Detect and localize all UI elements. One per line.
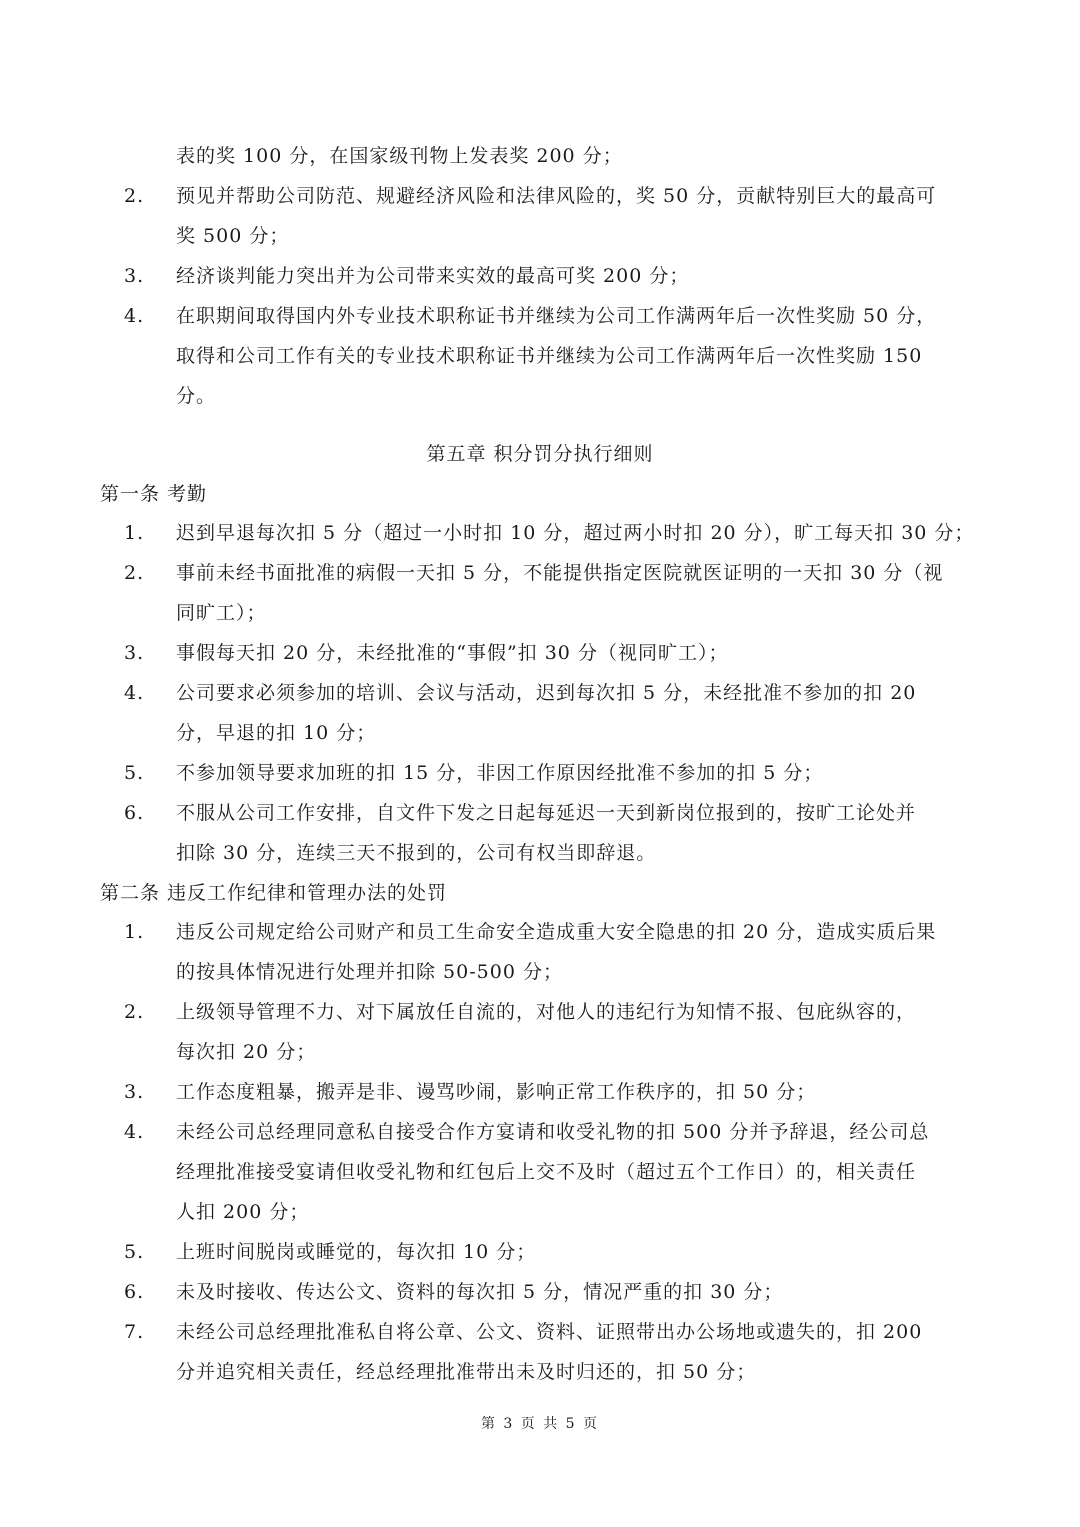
list-number: 2. <box>124 1001 145 1023</box>
list-number: 6. <box>124 802 145 824</box>
paragraph-line: 表的奖 100 分，在国家级刊物上发表奖 200 分； <box>176 145 623 167</box>
article-heading: 第二条 违反工作纪律和管理办法的处罚 <box>100 882 448 904</box>
paragraph-line: 人扣 200 分； <box>176 1201 310 1223</box>
paragraph-line: 分，早退的扣 10 分； <box>176 722 377 744</box>
paragraph-line: 不服从公司工作安排，自文件下发之日起每延迟一天到新岗位报到的，按旷工论处并 <box>176 802 917 824</box>
paragraph-line: 分。 <box>176 385 217 407</box>
list-number: 1. <box>124 921 145 943</box>
paragraph-line: 扣除 30 分，连续三天不报到的，公司有权当即辞退。 <box>176 842 657 864</box>
paragraph-line: 违反公司规定给公司财产和员工生命安全造成重大安全隐患的扣 20 分，造成实质后果 <box>176 921 937 943</box>
paragraph-line: 事前未经书面批准的病假一天扣 5 分，不能提供指定医院就医证明的一天扣 30 分（视 <box>176 562 944 584</box>
paragraph-line: 每次扣 20 分； <box>176 1041 317 1063</box>
paragraph-line: 取得和公司工作有关的专业技术职称证书并继续为公司工作满两年后一次性奖励 150 <box>176 345 923 367</box>
paragraph-line: 不参加领导要求加班的扣 15 分，非因工作原因经批准不参加的扣 5 分； <box>176 762 824 784</box>
list-number: 5. <box>124 1241 145 1263</box>
paragraph-line: 工作态度粗暴，搬弄是非、谩骂吵闹，影响正常工作秩序的，扣 50 分； <box>176 1081 817 1103</box>
list-number: 4. <box>124 305 145 327</box>
paragraph-line: 迟到早退每次扣 5 分（超过一小时扣 10 分，超过两小时扣 20 分），旷工每天扣 30 分； <box>176 522 975 544</box>
list-number: 7. <box>124 1321 145 1343</box>
paragraph-line: 同旷工）； <box>176 602 267 624</box>
paragraph-line: 在职期间取得国内外专业技术职称证书并继续为公司工作满两年后一次性奖励 50 分， <box>176 305 937 327</box>
paragraph-line: 事假每天扣 20 分，未经批准的“事假”扣 30 分（视同旷工）； <box>176 642 729 664</box>
paragraph-line: 经理批准接受宴请但收受礼物和红包后上交不及时（超过五个工作日）的，相关责任 <box>176 1161 917 1183</box>
paragraph-line: 预见并帮助公司防范、规避经济风险和法律风险的，奖 50 分，贡献特别巨大的最高可 <box>176 185 937 207</box>
page-footer: 第 3 页 共 5 页 <box>480 1416 600 1432</box>
list-number: 4. <box>124 682 145 704</box>
list-number: 1. <box>124 522 145 544</box>
list-number: 3. <box>124 642 145 664</box>
paragraph-line: 未及时接收、传达公文、资料的每次扣 5 分，情况严重的扣 30 分； <box>176 1281 784 1303</box>
list-number: 5. <box>124 762 145 784</box>
paragraph-line: 奖 500 分； <box>176 225 290 247</box>
paragraph-line: 上级领导管理不力、对下属放任自流的，对他人的违纪行为知情不报、包庇纵容的， <box>176 1001 917 1023</box>
article-heading: 第一条 考勤 <box>100 483 208 505</box>
paragraph-line: 分并追究相关责任，经总经理批准带出未及时归还的，扣 50 分； <box>176 1361 757 1383</box>
paragraph-line: 公司要求必须参加的培训、会议与活动，迟到每次扣 5 分，未经批准不参加的扣 20 <box>176 682 917 704</box>
list-number: 4. <box>124 1121 145 1143</box>
list-number: 3. <box>124 265 145 287</box>
paragraph-line: 上班时间脱岗或睡觉的，每次扣 10 分； <box>176 1241 537 1263</box>
paragraph-line: 未经公司总经理批准私自将公章、公文、资料、证照带出办公场地或遗失的，扣 200 <box>176 1321 923 1343</box>
paragraph-line: 的按具体情况进行处理并扣除 50-500 分； <box>176 961 563 983</box>
list-number: 2. <box>124 185 145 207</box>
list-number: 2. <box>124 562 145 584</box>
paragraph-line: 未经公司总经理同意私自接受合作方宴请和收受礼物的扣 500 分并予辞退，经公司总 <box>176 1121 930 1143</box>
list-number: 3. <box>124 1081 145 1103</box>
paragraph-line: 经济谈判能力突出并为公司带来实效的最高可奖 200 分； <box>176 265 690 287</box>
list-number: 6. <box>124 1281 145 1303</box>
chapter-title: 第五章 积分罚分执行细则 <box>426 443 654 465</box>
